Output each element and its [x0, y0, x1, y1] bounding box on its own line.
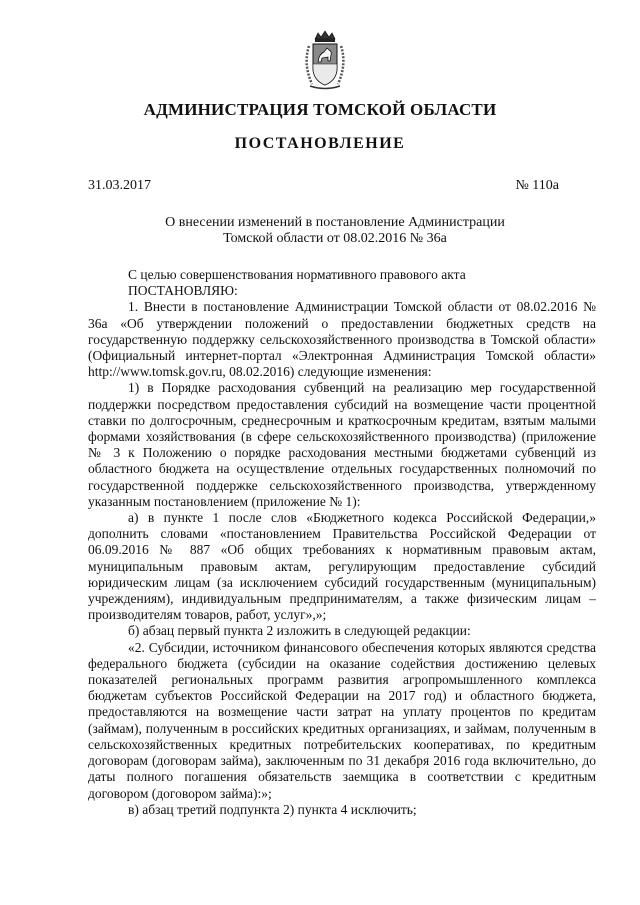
paragraph-b: б) абзац первый пункта 2 изложить в следующей редакции: [128, 623, 471, 639]
document-body [88, 267, 596, 818]
paragraph-c: в) абзац третий подпункта 2) пункта 4 исключить; [128, 801, 417, 817]
resolve-heading: ПОСТАНОВЛЯЮ: [128, 283, 238, 299]
paragraph-a: а) в пункте 1 после слов «Бюджетного кодекса Российской Федерации,» дополнить словами «постановлением Правительства Российской Федерации от 06.09.2016 № 887 «Об общих требованиях к нормативным правовым актам, муниципальным правовым актам, регулирующим предоставление субсидий юридическим лицам (за исключением субсидий государственным (муниципальным) учреждениям), индивидуальным предпринимателям, а также физическим лицам – производителям товаров, работ, услуг»,»; [88, 510, 596, 623]
paragraph-1-1: 1) в Порядке расходования субвенций на реализацию мер государственной поддержки посредством предоставления субсидий на возмещение части процентной ставки по долгосрочным, среднесрочным и краткосрочным кредитам, взятым малыми формами хозяйствования (в сфере сельскохозяйственного производства) (приложение № 3 к Положению о порядке расходования местными бюджетами субвенций из областного бюджета на осуществление отдельных государственных полномочий по государственной поддержке сельскохозяйственного производства, утвержденному указанным постановлением (приложение № 1): [88, 380, 596, 509]
document-date: 31.03.2017 [88, 178, 151, 193]
paragraph-quote-2: «2. Субсидии, источником финансового обеспечения которых являются средства федерального бюджета (субсидии на оказание содействия достижению целевых показателей региональных программ развития агропромышленного комплекса бюджетам субъектов Российской Федерации на 2017 год) и областного бюджета, предоставляются на возмещение части затрат на уплату процентов по кредитам (займам), полученным в российских кредитных организациях, и займам, полученным в сельскохозяйственных кредитных потребительских кооперативах, по кредитным договорам (договорам займа), заключенным по 31 декабря 2016 года включительно, до даты полного погашения обязательств заемщика в соответствии с кредитным договором (договором займа):»; [88, 639, 596, 801]
organization-title: АДМИНИСТРАЦИЯ ТОМСКОЙ ОБЛАСТИ [143, 100, 497, 119]
subject-line-2: Томской области от 08.02.2016 № 36а [223, 231, 447, 246]
document-number: № 110а [515, 178, 559, 193]
document-subject [150, 215, 520, 247]
coat-of-arms-icon [300, 30, 350, 92]
paragraph-1: 1. Внести в постановление Администрации Томской области от 08.02.2016 № 36а «Об утверждении положений о предоставлении бюджетных средств на государственную поддержку сельскохозяйственного производства в Томской области» (Официальный интернет-портал «Электронная Администрация Томской области» http://www.tomsk.gov.ru, 08.02.2016) следующие изменения: [88, 299, 596, 380]
document-type: ПОСТАНОВЛЕНИЕ [234, 135, 406, 152]
subject-line-1: О внесении изменений в постановление Администрации [165, 215, 505, 230]
intro-paragraph: С целью совершенствования нормативного правового акта [128, 267, 466, 282]
